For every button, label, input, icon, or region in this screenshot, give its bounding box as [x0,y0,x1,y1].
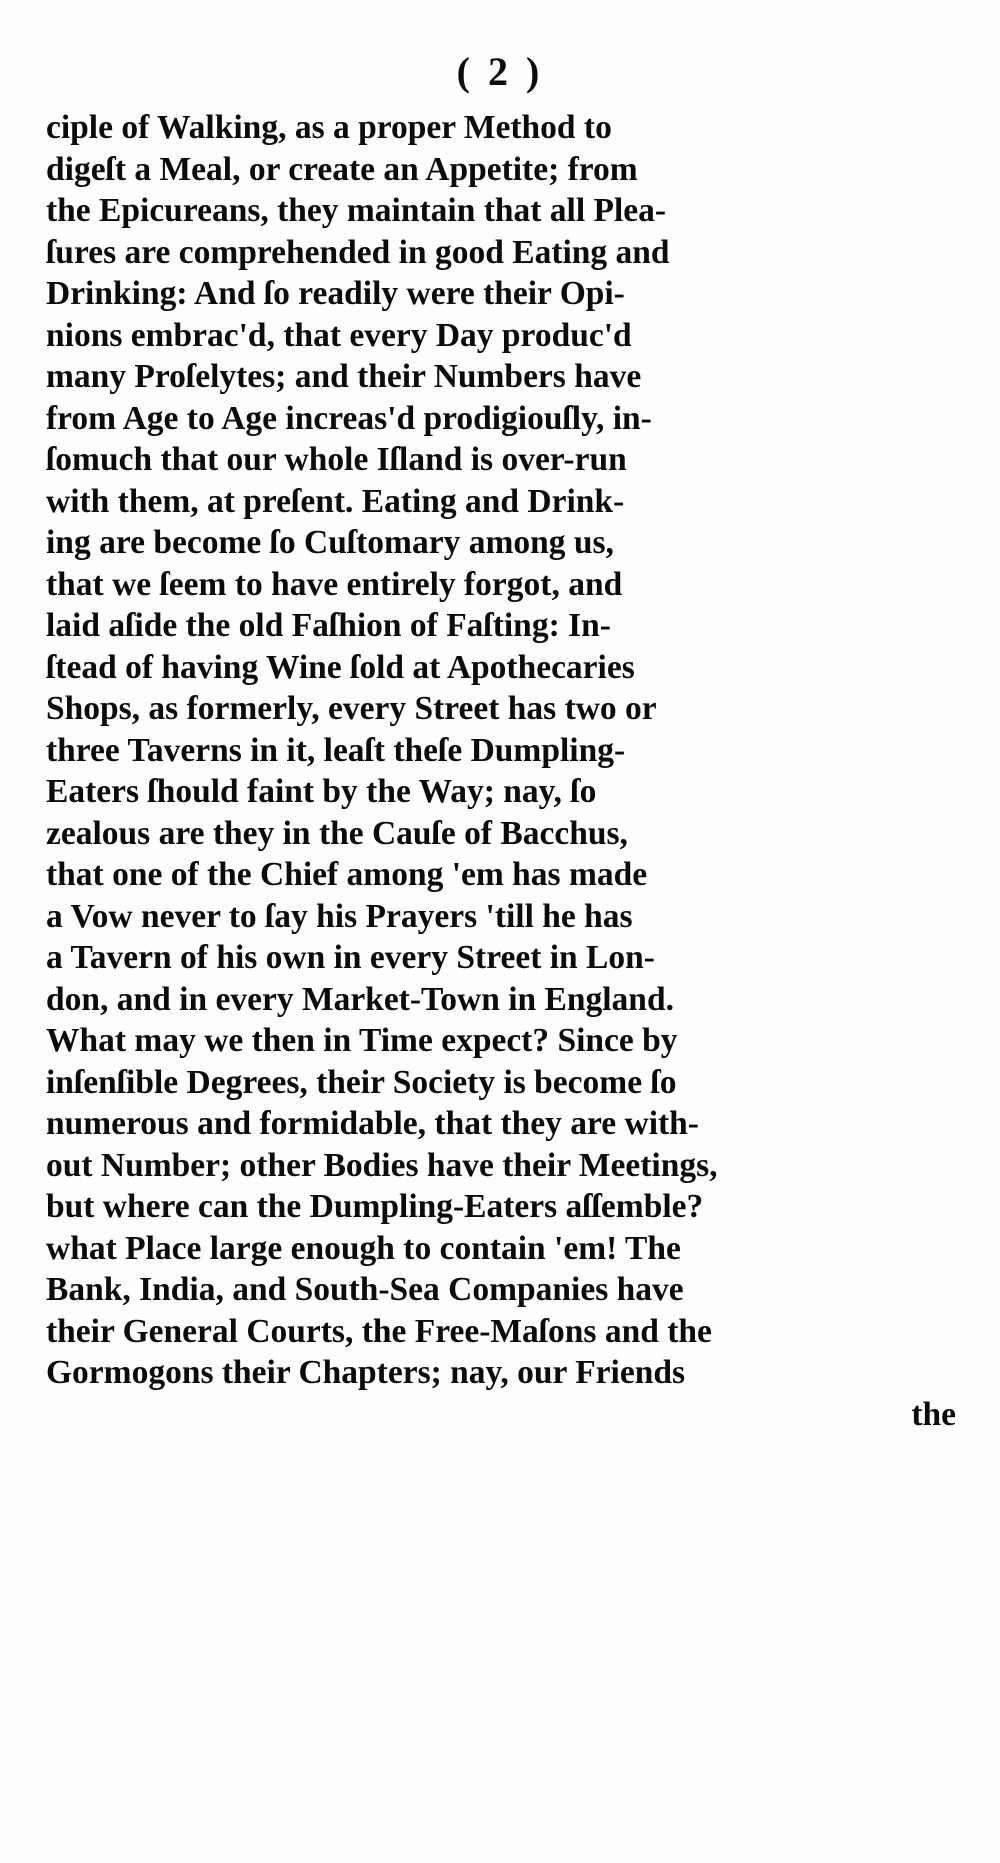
text-line: ciple of Walking, as a proper Method to [46,109,612,146]
page-number: ( 2 ) [456,49,544,94]
text-line: inſenſible Degrees, their Society is become ſo [46,1063,677,1101]
text-line: the Epicureans, they maintain that all Plea- [46,192,667,229]
text-line: ſomuch that our whole Iſland is over-run [46,441,627,478]
text-line: what Place large enough to contain 'em! The [46,1229,681,1267]
text-line: What may we then in Time expect? Since by [46,1022,678,1059]
text-line: zealous are they in the Cauſe of Bacchus, [46,814,628,852]
text-line: Eaters ſhould faint by the Way; nay, ſo [46,773,597,810]
text-line: that one of the Chief among 'em has made [46,856,648,893]
text-line: digeſt a Meal, or create an Appetite; from [46,150,638,188]
text-line: that we ſeem to have entirely forgot, and [46,565,623,603]
text-line: but where can the Dumpling-Eaters aſſemble? [46,1188,704,1225]
text-line: Drinking: And ſo readily were their Opi- [46,275,625,312]
catchword: the [911,1395,956,1433]
text-line: numerous and formidable, that they are with- [46,1105,699,1142]
text-line: with them, at preſent. Eating and Drink- [46,482,625,520]
text-line: Gormogons their Chapters; nay, our Friends [46,1354,686,1391]
text-line: ing are become ſo Cuſtomary among us, [46,524,614,561]
text-line: don, and in every Market-Town in England. [46,980,674,1018]
text-line: their General Courts, the Free-Maſons and the [46,1312,712,1350]
text-line: ſtead of having Wine ſold at Apothecaries [46,648,635,686]
text-line: out Number; other Bodies have their Meetings, [46,1146,718,1184]
body-text [46,107,956,1435]
text-line: from Age to Age increas'd prodigiouſly, in- [46,399,652,437]
text-line: a Vow never to ſay his Prayers 'till he has [46,897,633,935]
text-line: a Tavern of his own in every Street in Lon- [46,939,655,976]
text-line: three Taverns in it, leaſt theſe Dumpling- [46,731,626,769]
text-line: Bank, India, and South-Sea Companies have [46,1271,684,1308]
text-line: laid aſide the old Faſhion of Faſting: In- [46,607,611,644]
text-line: Shops, as formerly, every Street has two or [46,690,657,727]
text-line: ſures are comprehended in good Eating and [46,233,670,271]
text-line: many Proſelytes; and their Numbers have [46,358,642,395]
text-line: nions embrac'd, that every Day produc'd [46,316,632,354]
